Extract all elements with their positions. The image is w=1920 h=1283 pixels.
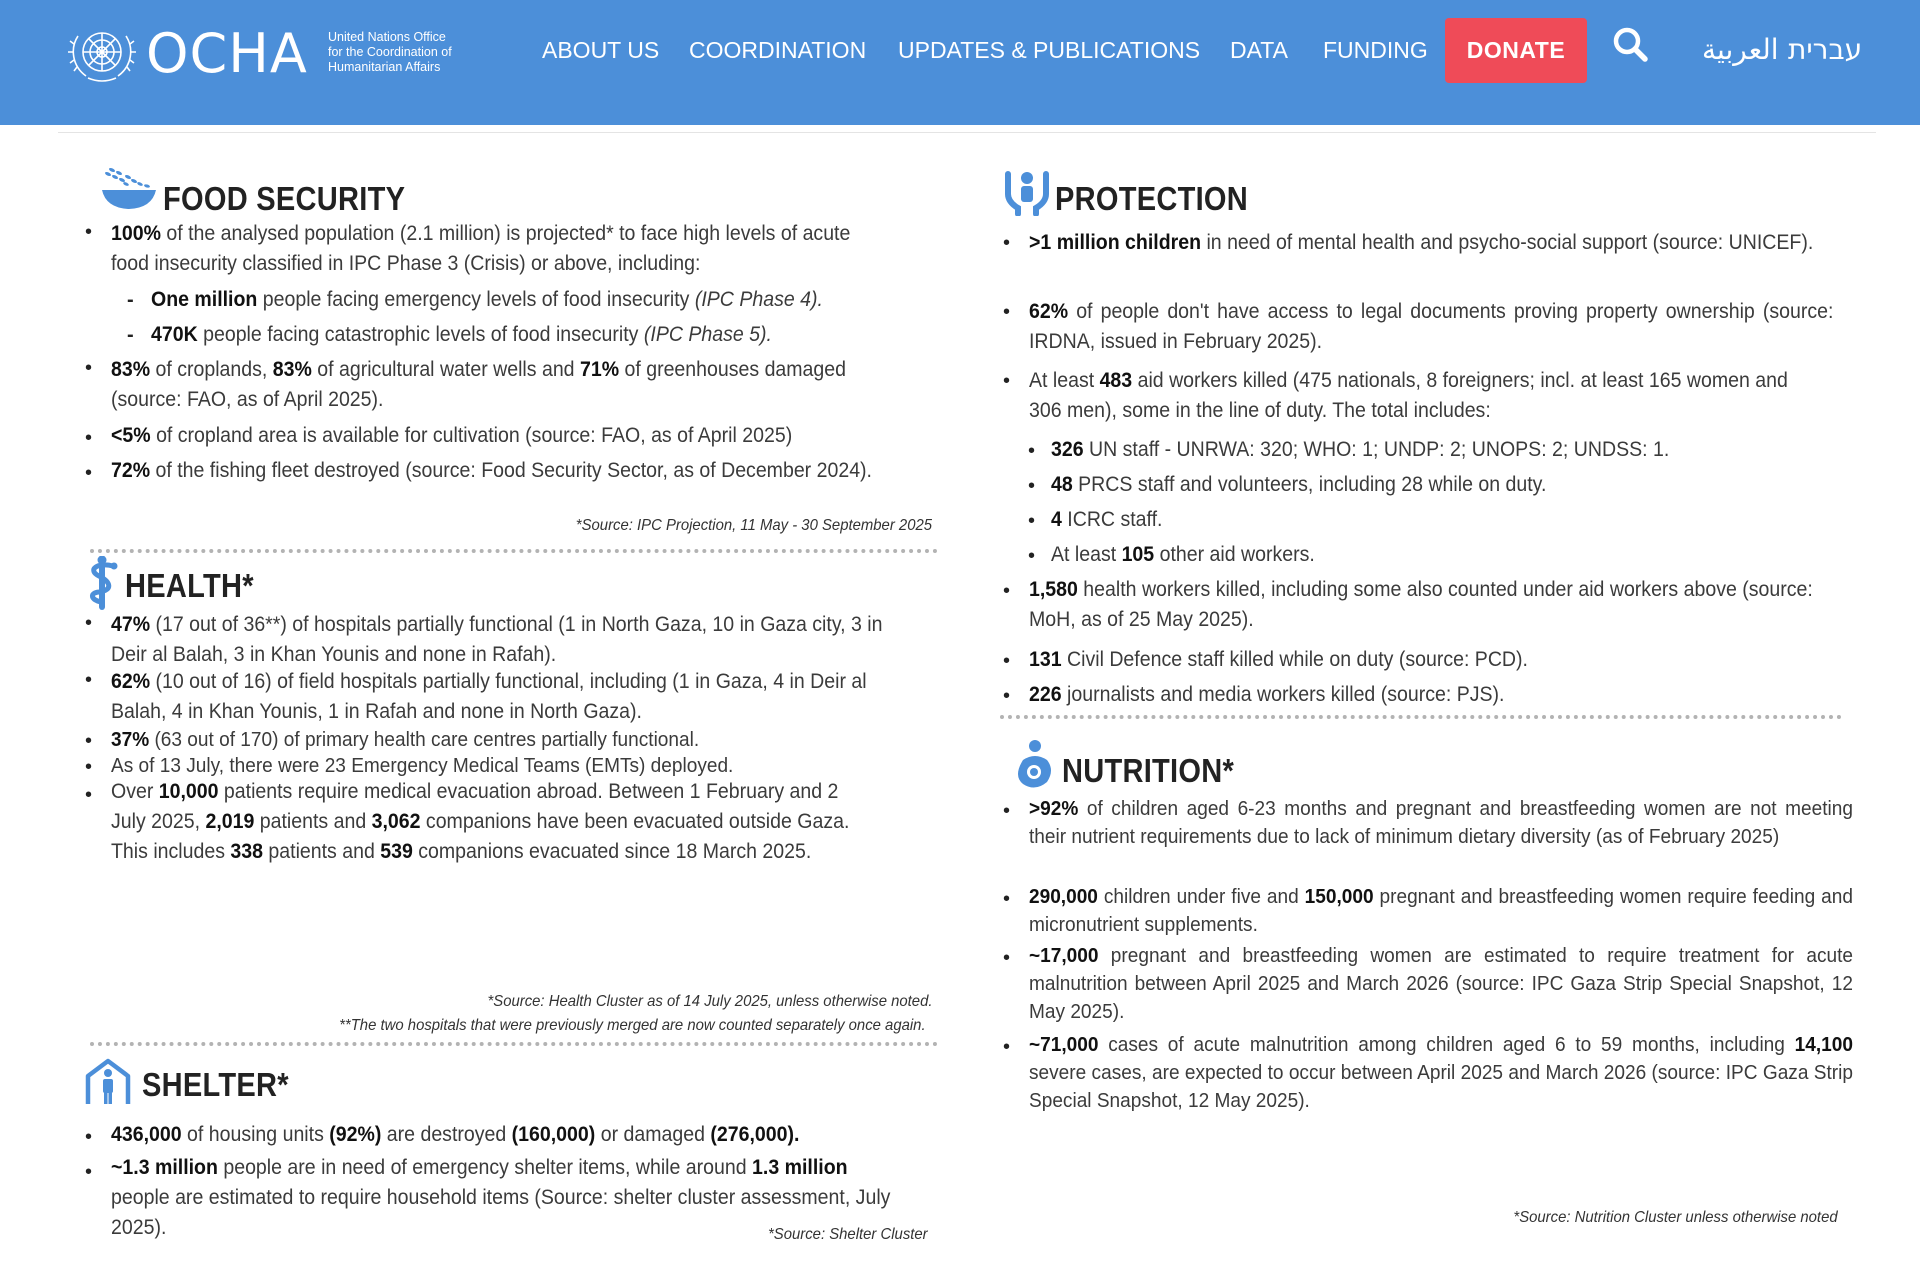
section-divider	[90, 1042, 938, 1046]
protection-bullet-4	[1029, 575, 1842, 635]
bullet-dot: •	[85, 357, 93, 379]
protection-bullet-6	[1029, 680, 1829, 710]
nav-coordination[interactable]: COORDINATION	[689, 37, 867, 63]
stat-value: 37%	[111, 728, 150, 751]
stat-text: pregnant and breastfeeding women are estimated to require treatment for acute malnutrition between April 2025 and March 2026 (source: IPC Gaza Strip Special Snapshot, 12 May 2025).	[1029, 944, 1853, 1023]
nutrition-bullet-4	[1029, 1031, 1853, 1115]
bullet-dot: •	[1028, 440, 1036, 462]
bullet-dot: •	[85, 1161, 93, 1183]
bullet-dot: •	[1003, 232, 1011, 254]
org-name-line: for the Coordination of	[328, 45, 452, 59]
bullet-dot: •	[85, 669, 93, 691]
ocha-full-name	[328, 30, 478, 75]
stat-value: <5%	[111, 424, 151, 447]
food-bullet-2	[111, 355, 878, 415]
stat-value: 72%	[111, 459, 151, 482]
food-sub-bullet-1	[151, 285, 886, 315]
health-bullet-2	[111, 667, 883, 727]
bullet-dot: •	[1003, 888, 1011, 910]
stat-text: ICRC staff.	[1061, 508, 1163, 531]
stat-text: people facing emergency levels of food insecurity	[257, 288, 695, 311]
stat-text: of agricultural water wells and	[311, 358, 580, 381]
bullet-dot: •	[1028, 475, 1036, 497]
stat-value: 4	[1051, 508, 1062, 531]
health-title: HEALTH*	[125, 567, 254, 604]
shelter-bullet-1	[111, 1120, 892, 1150]
site-header	[0, 0, 1920, 125]
stat-text: (63 out of 170) of primary health care centres partially functional.	[149, 728, 700, 751]
protection-bullet-3	[1029, 366, 1820, 426]
stat-text: health workers killed, including some also counted under aid workers above (source: MoH, as of 25 May 2025).	[1029, 578, 1813, 631]
protection-sub-bullet-3	[1051, 505, 1832, 535]
stat-text: companions evacuated since 18 March 2025.	[412, 840, 812, 863]
protection-sub-bullet-1	[1051, 435, 1832, 465]
stat-value: 1,580	[1029, 578, 1078, 601]
stat-value: 105	[1121, 543, 1155, 566]
bullet-dot: •	[1003, 685, 1011, 707]
hands-protecting-person-icon	[1004, 170, 1050, 216]
protection-sub-bullet-2	[1051, 470, 1832, 500]
protection-sub-bullet-4	[1051, 540, 1832, 570]
stat-text: are destroyed	[381, 1123, 512, 1146]
stat-text: patients and	[262, 840, 381, 863]
food-bullet-1	[111, 219, 878, 279]
stat-value: 3,062	[371, 810, 421, 833]
stat-value: 150,000	[1304, 885, 1374, 908]
stat-text: children under five and	[1097, 885, 1305, 908]
stat-text: (10 out of 16) of field hospitals partially functional, including (1 in Gaza, 4 in Deir al Balah, 4 in Khan Younis, 1 in Rafah and none in North Gaza).	[111, 670, 867, 723]
health-source-note: *Source: Health Cluster as of 14 July 2025, unless otherwise noted.	[486, 993, 932, 1010]
person-in-house-icon	[85, 1058, 131, 1106]
nav-funding[interactable]: FUNDING	[1323, 37, 1428, 63]
nutrition-bullet-2	[1029, 883, 1853, 939]
bullet-dot: •	[1003, 580, 1011, 602]
bullet-dot: •	[85, 462, 93, 484]
stat-text: people are in need of emergency shelter items, while around	[217, 1156, 753, 1179]
stat-value: >1 million children	[1029, 231, 1202, 254]
bullet-dot: •	[85, 612, 93, 634]
stat-text: Civil Defence staff killed while on duty (source: PCD).	[1061, 648, 1528, 671]
nav-updates-publications[interactable]: UPDATES & PUBLICATIONS	[898, 37, 1201, 63]
shelter-title: SHELTER*	[142, 1066, 289, 1103]
donate-button[interactable]: DONATE	[1445, 18, 1587, 83]
stat-text: Over	[111, 780, 159, 803]
nutrition-bullet-1	[1029, 795, 1853, 851]
protection-bullet-1	[1029, 228, 1833, 258]
bullet-dot: •	[1003, 301, 1011, 323]
stat-value: ~17,000	[1029, 944, 1099, 967]
ocha-wordmark: OCHA	[146, 22, 308, 85]
stat-text: UN staff - UNRWA: 320; WHO: 1; UNDP: 2; UNOPS: 2; UNDSS: 1.	[1083, 438, 1670, 461]
stat-value: 47%	[111, 613, 151, 636]
protection-title: PROTECTION	[1055, 180, 1249, 217]
stat-value: (276,000).	[710, 1123, 800, 1146]
bullet-dot: •	[85, 1126, 93, 1148]
stat-text: people facing catastrophic levels of food insecurity	[197, 323, 644, 346]
un-emblem-icon	[66, 22, 138, 86]
bullet-dot: •	[1003, 800, 1011, 822]
stat-text: of the analysed population (2.1 million) is projected* to face high levels of acute food insecurity classified in IPC Phase 3 (Crisis) or above, including:	[111, 222, 851, 275]
lang-hebrew-link[interactable]: עברית	[1788, 33, 1863, 66]
stat-text: of housing units	[181, 1123, 330, 1146]
stat-value: 10,000	[158, 780, 219, 803]
food-bullet-4	[111, 456, 883, 486]
stat-text: in need of mental health and psycho-social support (source: UNICEF).	[1201, 231, 1814, 254]
stat-value: 14,100	[1794, 1033, 1853, 1056]
health-bullet-3	[111, 726, 883, 754]
stat-text: of the fishing fleet destroyed (source: Food Security Sector, as of December 2024).	[150, 459, 872, 482]
bullet-dot: •	[85, 221, 93, 243]
stat-value: 436,000	[111, 1123, 182, 1146]
stat-text: of children aged 6-23 months and pregnant and breastfeeding women are not meeting their nutrient requirements due to lack of minimum dietary diversity (as of February 2025)	[1029, 797, 1853, 848]
protection-bullet-5	[1029, 645, 1829, 675]
caduceus-icon	[85, 556, 119, 610]
stat-text: cases of acute malnutrition among children aged 6 to 59 months, including	[1098, 1033, 1795, 1056]
stat-note: (IPC Phase 5).	[643, 323, 772, 346]
stat-text: At least	[1029, 369, 1100, 392]
bullet-dot: •	[1003, 370, 1011, 392]
stat-value: 62%	[111, 670, 151, 693]
stat-value: 326	[1051, 438, 1084, 461]
stat-value: 131	[1029, 648, 1062, 671]
section-divider	[90, 549, 938, 553]
nutrition-bullet-3	[1029, 942, 1853, 1026]
stat-text: people are estimated to require household items (Source: shelter cluster assessment, July 2025).	[111, 1186, 891, 1239]
search-icon[interactable]	[1612, 26, 1648, 62]
stat-value: 483	[1099, 369, 1133, 392]
nav-about-us[interactable]: ABOUT US	[542, 37, 660, 63]
bullet-dot: •	[85, 730, 93, 752]
stat-text: At least	[1051, 543, 1122, 566]
stat-value: 71%	[579, 358, 620, 381]
food-source-note: *Source: IPC Projection, 11 May - 30 September 2025	[575, 517, 932, 534]
dash-marker: -	[127, 289, 134, 311]
stat-value: 48	[1051, 473, 1073, 496]
stat-text: or damaged	[595, 1123, 711, 1146]
section-divider	[1000, 715, 1842, 719]
dash-marker: -	[127, 324, 134, 346]
bullet-dot: •	[1003, 1036, 1011, 1058]
stat-text: patients require medical evacuation abroad. Between 1 February and 2 July 2025,	[111, 780, 839, 833]
org-name-line: United Nations Office	[328, 30, 446, 44]
stat-text: of croplands,	[150, 358, 273, 381]
stat-text: of people don't have access to legal documents proving property ownership (source: IRDNA, issued in February 2025).	[1029, 300, 1834, 353]
nutrition-source-note: *Source: Nutrition Cluster unless otherwise noted	[1513, 1209, 1838, 1226]
shelter-source-note: *Source: Shelter Cluster	[768, 1226, 928, 1243]
stat-text: severe cases, are expected to occur between April 2025 and March 2026 (source: IPC Gaza Strip Special Snapshot, 12 May 2025).	[1029, 1061, 1853, 1112]
stat-text: other aid workers.	[1154, 543, 1315, 566]
protection-bullet-2	[1029, 297, 1833, 357]
stat-text: of cropland area is available for cultivation (source: FAO, as of April 2025)	[150, 424, 793, 447]
stat-value: 338	[230, 840, 263, 863]
food-sub-bullet-2	[151, 320, 886, 350]
health-bullet-5	[111, 777, 878, 867]
stat-value: 62%	[1029, 300, 1069, 323]
food-security-title: FOOD SECURITY	[163, 180, 406, 217]
stat-value: 470K	[151, 323, 198, 346]
health-bullet-1	[111, 610, 883, 670]
lang-arabic-link[interactable]: العربية	[1702, 33, 1779, 66]
stat-value: 83%	[111, 358, 151, 381]
stat-value: >92%	[1029, 797, 1079, 820]
stat-text: of greenhouses damaged (source: FAO, as of April 2025).	[111, 358, 847, 411]
stat-text: journalists and media workers killed (source: PJS).	[1061, 683, 1505, 706]
stat-text: PRCS staff and volunteers, including 28 while on duty.	[1072, 473, 1547, 496]
health-hospitals-note: **The two hospitals that were previously merged are now counted separately once again.	[339, 1017, 926, 1034]
stat-value: One million	[151, 288, 258, 311]
stat-value: 1.3 million	[752, 1156, 848, 1179]
stat-text: aid workers killed (475 nationals, 8 foreigners; incl. at least 165 women and 306 men), some in the line of duty. The total includes:	[1029, 369, 1788, 422]
stat-text: pregnant and breastfeeding women require feeding and micronutrient supplements.	[1029, 885, 1853, 936]
health-bullet-4: As of 13 July, there were 23 Emergency Medical Teams (EMTs) deployed.	[111, 754, 734, 777]
ocha-logo[interactable]	[66, 22, 476, 86]
stat-value: (92%)	[329, 1123, 382, 1146]
bullet-dot: •	[85, 756, 93, 778]
stat-value: 539	[380, 840, 413, 863]
bullet-dot: •	[1028, 545, 1036, 567]
stat-value: ~71,000	[1029, 1033, 1099, 1056]
stat-value: 83%	[272, 358, 312, 381]
stat-value: 2,019	[205, 810, 255, 833]
bullet-dot: •	[1028, 510, 1036, 532]
stat-value: 226	[1029, 683, 1062, 706]
org-name-line: Humanitarian Affairs	[328, 60, 441, 74]
header-divider	[58, 132, 1876, 133]
nav-data[interactable]: DATA	[1230, 37, 1288, 63]
stat-value: 290,000	[1029, 885, 1098, 908]
mother-and-baby-icon	[1013, 740, 1055, 792]
stat-value: 100%	[111, 222, 161, 245]
stat-note: (IPC Phase 4).	[694, 288, 823, 311]
stat-text: (17 out of 36**) of hospitals partially functional (1 in North Gaza, 10 in Gaza city, 3 in Deir al Balah, 3 in Khan Younis and none in Rafah).	[111, 613, 883, 666]
nutrition-title: NUTRITION*	[1062, 752, 1235, 789]
bullet-dot: •	[85, 784, 93, 806]
bullet-dot: •	[1003, 650, 1011, 672]
stat-value: ~1.3 million	[111, 1156, 218, 1179]
stat-value: (160,000)	[511, 1123, 596, 1146]
bullet-dot: •	[1003, 947, 1011, 969]
stat-text: companions have been evacuated outside Gaza. This includes	[111, 810, 850, 863]
food-bullet-3	[111, 421, 883, 451]
stat-text: patients and	[254, 810, 372, 833]
bowl-of-grain-icon	[100, 168, 158, 212]
bullet-dot: •	[85, 427, 93, 449]
